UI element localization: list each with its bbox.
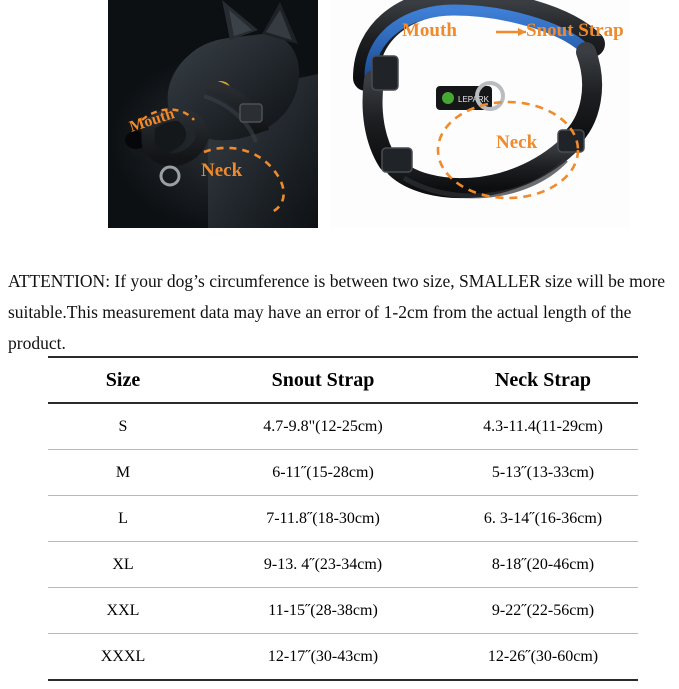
cell-snout: 12-17˝(30-43cm)	[198, 634, 448, 681]
table-row	[48, 496, 638, 542]
table-row	[48, 634, 638, 681]
header-size: Size	[48, 357, 198, 403]
cell-neck: 4.3-11.4(11-29cm)	[448, 403, 638, 450]
cell-neck: 12-26˝(30-60cm)	[448, 634, 638, 681]
cell-snout: 9-13. 4˝(23-34cm)	[198, 542, 448, 588]
cell-snout: 11-15˝(28-38cm)	[198, 588, 448, 634]
mouth-annotation-right: Mouth	[402, 20, 457, 41]
size-table	[48, 356, 638, 681]
cell-snout: 6-11˝(15-28cm)	[198, 450, 448, 496]
table-row	[48, 542, 638, 588]
neck-annotation-right: Neck	[496, 132, 538, 153]
cell-neck: 5-13˝(13-33cm)	[448, 450, 638, 496]
size-table-body	[48, 403, 638, 680]
table-row	[48, 450, 638, 496]
table-row	[48, 588, 638, 634]
mouth-annotation-left: Mouth	[127, 105, 177, 136]
dog-wearing-muzzle-photo	[108, 0, 318, 228]
header-snout: Snout Strap	[198, 357, 448, 403]
cell-size: XXXL	[48, 634, 198, 681]
svg-text:LEPARK: LEPARK	[458, 95, 489, 104]
table-row	[48, 403, 638, 450]
neck-annotation-left: Neck	[201, 160, 243, 181]
cell-size: M	[48, 450, 198, 496]
cell-size: L	[48, 496, 198, 542]
cell-snout: 4.7-9.8"(12-25cm)	[198, 403, 448, 450]
size-chart	[48, 356, 638, 681]
header-neck: Neck Strap	[448, 357, 638, 403]
muzzle-product-photo	[330, 0, 630, 228]
cell-snout: 7-11.8˝(18-30cm)	[198, 496, 448, 542]
cell-size: XL	[48, 542, 198, 588]
cell-neck: 8-18˝(20-46cm)	[448, 542, 638, 588]
cell-neck: 9-22˝(22-56cm)	[448, 588, 638, 634]
snout-strap-annotation: Snout Strap	[526, 20, 624, 41]
table-header-row	[48, 357, 638, 403]
product-photo-band	[0, 0, 679, 228]
cell-neck: 6. 3-14˝(16-36cm)	[448, 496, 638, 542]
size-table-head	[48, 357, 638, 403]
cell-size: S	[48, 403, 198, 450]
cell-size: XXL	[48, 588, 198, 634]
attention-paragraph: ATTENTION: If your dog’s circumference is between two size, SMALLER size will be more suitable.This measurement data may have an error of 1-2cm from the actual length of the product.	[8, 270, 666, 353]
